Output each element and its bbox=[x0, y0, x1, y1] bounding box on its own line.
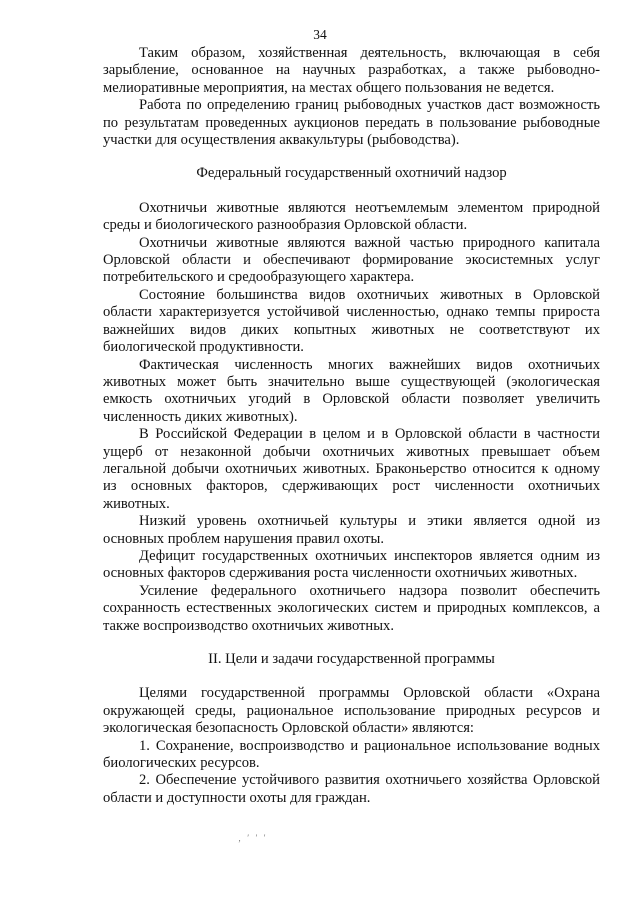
section-hunting bbox=[103, 200, 600, 635]
paragraph: Дефицит государственных охотничьих инспекторов является одним из основных факторов сдерживания роста численности охотничьих животных. bbox=[103, 547, 600, 582]
section-heading-hunting: Федеральный государственный охотничий надзор bbox=[196, 165, 507, 182]
list-item: 2. Обеспечение устойчивого развития охотничьего хозяйства Орловской области и доступности охоты для граждан. bbox=[103, 772, 600, 806]
paragraph: Работа по определению границ рыбоводных участков даст возможность по результатам проведенных аукционов передать в пользование рыбоводные участки для осуществления аквакультуры (рыбоводства). bbox=[103, 97, 600, 149]
paragraph: Фактическая численность многих важнейших видов охотничьих животных может быть значительно выше существующей (экологическая емкость охотничьих угодий в Орловской области позволяет увеличить численность диких животных). bbox=[103, 356, 600, 425]
paragraph: Состояние большинства видов охотничьих животных в Орловской области характеризуется устойчивой численностью, однако темпы прироста важнейших видов диких копытных животных не соответствуют их биологической продуктивности. bbox=[103, 286, 600, 356]
paragraph: В Российской Федерации в целом и в Орловской области в частности ущерб от незаконной добычи охотничьих животных превышает объем легальной добычи охотничьих животных. Браконьерство относится к одному из основных факторов, сдерживающих рост численности охотничьих животных. bbox=[103, 426, 600, 512]
paragraph: Охотничьи животные являются неотъемлемым элементом природной среды и биологического разнообразия Орловской области. bbox=[103, 199, 600, 234]
section-goals bbox=[103, 685, 600, 807]
paragraph: Низкий уровень охотничьей культуры и этики является одной из основных проблем нарушения правил охоты. bbox=[103, 513, 600, 547]
paragraph: Охотничьи животные являются важной частью природного капитала Орловской области и обеспечивают формирование экосистемных услуг потребительского и средообразующего характера. bbox=[103, 234, 600, 286]
paragraph: Таким образом, хозяйственная деятельность, включающая в себя зарыбление, основанное на научных разработках, а также рыбоводно-мелиоративные мероприятия, на местах общего пользования не ведется. bbox=[103, 45, 600, 96]
paragraph: Усиление федерального охотничьего надзора позволит обеспечить сохранность естественных экологических систем и природных комплексов, а также воспроизводство охотничьих животных. bbox=[103, 582, 600, 634]
list-item: 1. Сохранение, воспроизводство и рациональное использование водных биологических ресурсов. bbox=[103, 737, 600, 772]
paragraph: Целями государственной программы Орловской области «Охрана окружающей среды, рациональное использование природных ресурсов и экологическая безопасность Орловской области» являются: bbox=[103, 685, 600, 737]
page-number: 34 bbox=[313, 27, 327, 42]
section-heading-goals: II. Цели и задачи государственной программы bbox=[208, 651, 495, 667]
section-intro bbox=[103, 45, 600, 149]
cropped-line-fragment: ‚ ′ ′ ′ bbox=[238, 833, 268, 843]
page-content bbox=[103, 45, 600, 807]
